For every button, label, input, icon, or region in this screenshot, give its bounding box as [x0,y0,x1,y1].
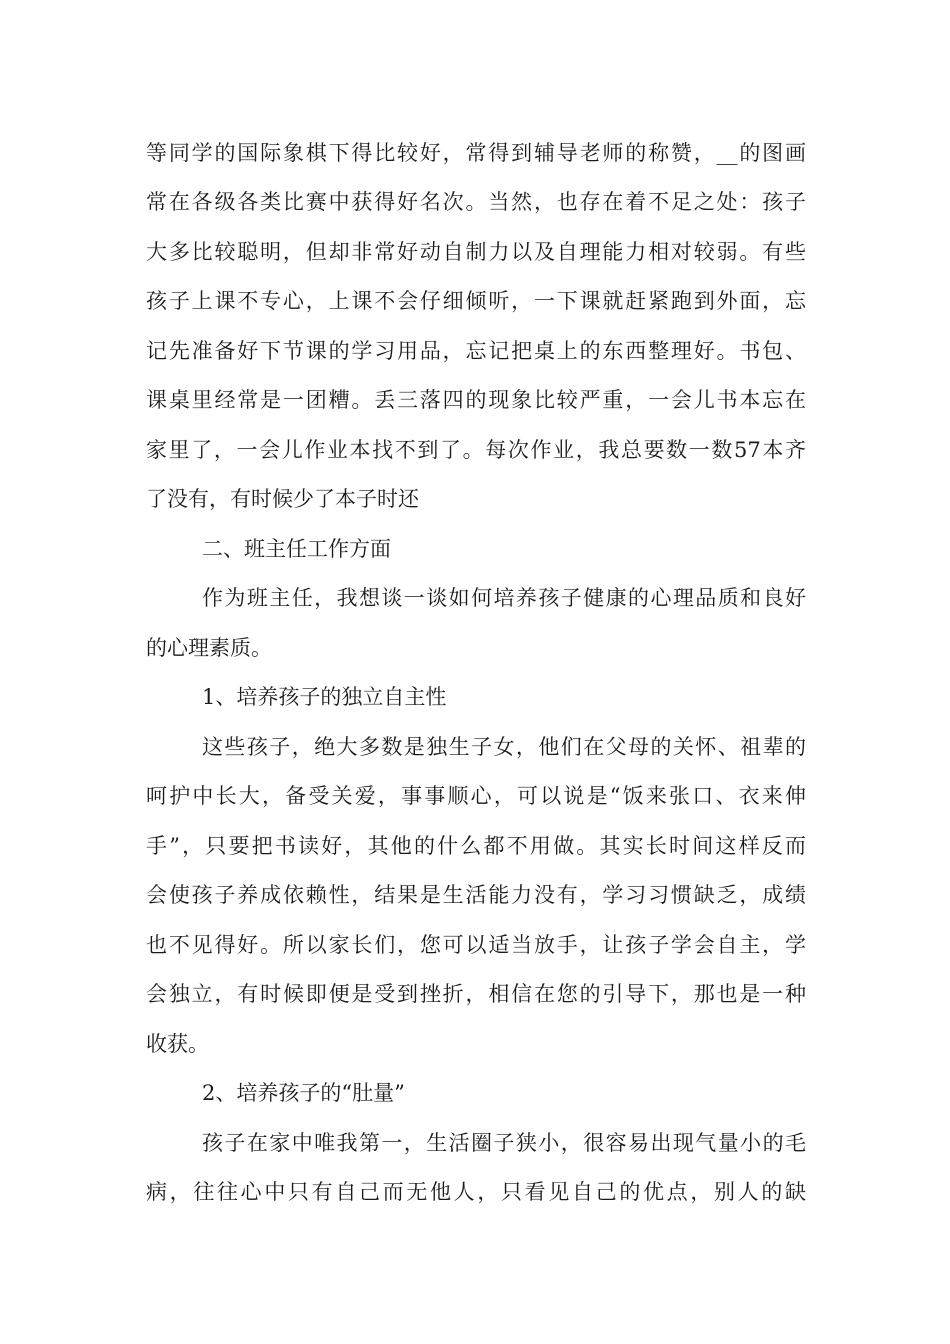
text-line: 会独立，有时候即便是受到挫折，相信在您的引导下，那也是一种 [146,982,806,1006]
text-line: 手”，只要把书读好，其他的什么都不用做。其实长时间这样反而 [146,834,806,858]
text-line: 家里了，一会儿作业本找不到了。每次作业，我总要数一数57本齐 [146,438,806,462]
text-line: 记先准备好下节课的学习用品，忘记把桌上的东西整理好。书包、 [146,339,806,363]
text-line: 了没有，有时候少了本子时还 [146,487,419,511]
text-line: 收获。 [146,1032,209,1056]
subsection-heading: 2、培养孩子的“肚量” [202,1081,405,1105]
subsection-heading: 1、培养孩子的独立自主性 [202,685,447,709]
text-line: 等同学的国际象棋下得比较好，常得到辅导老师的称赞，__的图画 [146,141,806,165]
text-line: 的心理素质。 [146,636,272,660]
text-line: 呵护中长大，备受关爱，事事顺心，可以说是“饭来张口、衣来伸 [146,784,806,808]
text-line: 孩子上课不专心，上课不会仔细倾听，一下课就赶紧跑到外面，忘 [146,289,806,313]
text-line: 也不见得好。所以家长们，您可以适当放手，让孩子学会自主，学 [146,933,806,957]
text-line: 孩子在家中唯我第一，生活圈子狭小，很容易出现气量小的毛 [202,1131,806,1155]
section-heading: 二、班主任工作方面 [202,537,391,561]
text-line: 课桌里经常是一团糟。丢三落四的现象比较严重，一会儿书本忘在 [146,388,806,412]
text-line: 常在各级各类比赛中获得好名次。当然，也存在着不足之处：孩子 [146,190,806,214]
text-line: 大多比较聪明，但却非常好动自制力以及自理能力相对较弱。有些 [146,240,806,264]
text-line: 会使孩子养成依赖性，结果是生活能力没有，学习习惯缺乏，成绩 [146,883,806,907]
text-line: 病，往往心中只有自己而无他人，只看见自己的优点，别人的缺 [146,1180,806,1204]
text-line: 作为班主任，我想谈一谈如何培养孩子健康的心理品质和良好 [202,586,806,610]
text-line: 这些孩子，绝大多数是独生子女，他们在父母的关怀、祖辈的 [202,735,806,759]
